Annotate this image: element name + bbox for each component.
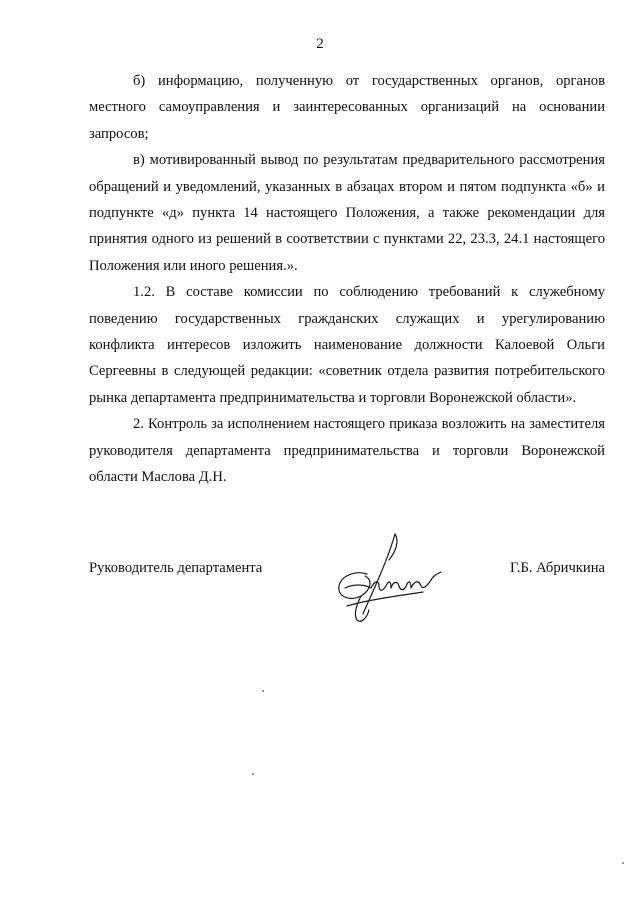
paragraph-1-2: 1.2. В составе комиссии по соблюдению требований к служебному поведению государственных гражданских служащих и урегулированию конфликта интересов изложить наименование должности Калоевой Ольги Сергеевны в следующей редакции: «советник отдела развития потребительского рынка департамента предпринимательства и торговли Воронежской области». — [89, 284, 605, 406]
paragraph-b: б) информацию, полученную от государственных органов, органов местного самоуправления и заинтересованных организаций на основании запросов; — [89, 73, 605, 142]
scan-speck — [262, 690, 264, 692]
paragraph-v: в) мотивированный вывод по результатам предварительного рассмотрения обращений и уведомлений, указанных в абзацах втором и пятом подпункта «б» и подпункте «д» пункта 14 настоящего Положения, а также рекомендации для принятия одного из решений в соответствии с пунктами 22, 23.3, 24.1 настоящего Положения или иного решения.». — [89, 152, 605, 274]
signatory-position: Руководитель департамента — [89, 560, 263, 576]
page-number: 2 — [316, 36, 324, 52]
signatory-name: Г.Б. Абричкина — [510, 560, 605, 576]
scan-speck — [622, 862, 624, 864]
paragraph-2: 2. Контроль за исполнением настоящего приказа возложить на заместителя руководителя департамента предпринимательства и торговли Воронежской области Маслова Д.Н. — [89, 416, 605, 486]
document-body — [89, 68, 605, 491]
signature-block — [89, 560, 605, 620]
handwritten-signature-icon — [327, 530, 447, 625]
scan-speck — [252, 773, 254, 775]
